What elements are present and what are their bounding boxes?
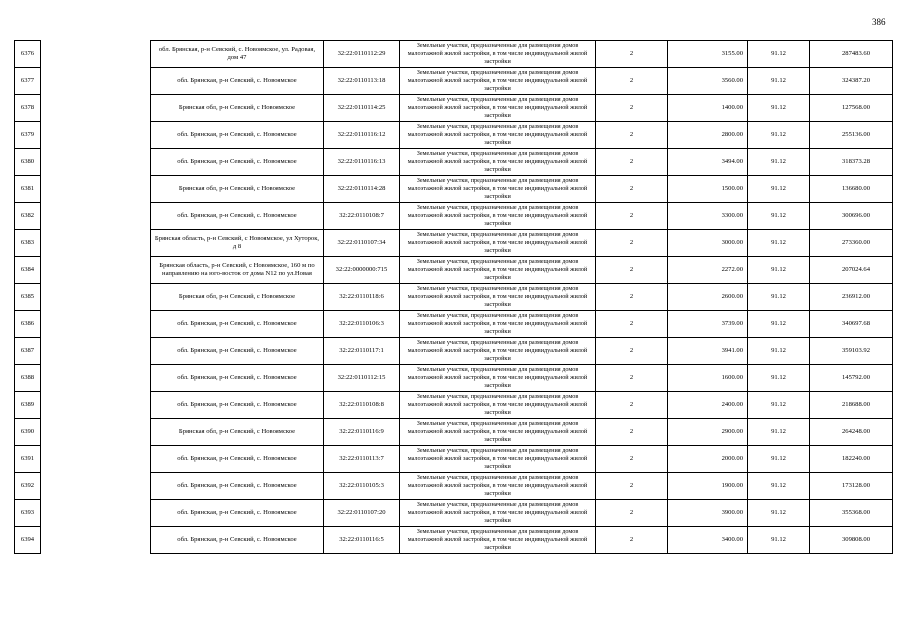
land-use-purpose-cell: Земельные участки, предназначенные для размещения домов малоэтажной жилой застройки, в том числе индивидуальной жилой застройки: [400, 176, 596, 203]
category-cell: 2: [596, 473, 668, 500]
category-cell: 2: [596, 122, 668, 149]
address-cell: Брянская обл, р-н Севский, с Новоямское: [151, 176, 324, 203]
address-cell: Брянская область, р-н Севский, с Новоямское, ул Хуторок, д 8: [151, 230, 324, 257]
specific-value-cell: 91.12: [748, 203, 810, 230]
specific-value-cell: 91.12: [748, 68, 810, 95]
area-cell: 2000.00: [668, 446, 748, 473]
cadastral-value-cell: 182240.00: [810, 446, 893, 473]
specific-value-cell: 91.12: [748, 473, 810, 500]
specific-value-cell: 91.12: [748, 149, 810, 176]
specific-value-cell: 91.12: [748, 527, 810, 554]
row-number-cell: 6380: [15, 149, 41, 176]
row-number-cell: 6385: [15, 284, 41, 311]
cadastral-value-cell: 309808.00: [810, 527, 893, 554]
area-cell: 1600.00: [668, 365, 748, 392]
cadastral-number-cell: 32:22:0110108:8: [324, 392, 400, 419]
specific-value-cell: 91.12: [748, 338, 810, 365]
page-number: 386: [872, 17, 886, 27]
land-use-purpose-cell: Земельные участки, предназначенные для размещения домов малоэтажной жилой застройки, в том числе индивидуальной жилой застройки: [400, 230, 596, 257]
table-row: [15, 230, 893, 257]
category-cell: 2: [596, 419, 668, 446]
cadastral-value-cell: 273360.00: [810, 230, 893, 257]
category-cell: 2: [596, 95, 668, 122]
cadastral-number-cell: 32:22:0110106:3: [324, 311, 400, 338]
table-row: [15, 284, 893, 311]
table-row: [15, 203, 893, 230]
cadastral-number-cell: 32:22:0110116:5: [324, 527, 400, 554]
land-use-purpose-cell: Земельные участки, предназначенные для размещения домов малоэтажной жилой застройки, в том числе индивидуальной жилой застройки: [400, 122, 596, 149]
area-cell: 3941.00: [668, 338, 748, 365]
category-cell: 2: [596, 149, 668, 176]
land-use-purpose-cell: Земельные участки, предназначенные для размещения домов малоэтажной жилой застройки, в том числе индивидуальной жилой застройки: [400, 527, 596, 554]
area-cell: 3155.00: [668, 41, 748, 68]
table-row: [15, 446, 893, 473]
cadastral-number-cell: 32:22:0110108:7: [324, 203, 400, 230]
category-cell: 2: [596, 446, 668, 473]
row-number-cell: 6377: [15, 68, 41, 95]
land-use-purpose-cell: Земельные участки, предназначенные для размещения домов малоэтажной жилой застройки, в том числе индивидуальной жилой застройки: [400, 392, 596, 419]
specific-value-cell: 91.12: [748, 419, 810, 446]
category-cell: 2: [596, 365, 668, 392]
table-row: [15, 419, 893, 446]
area-cell: 3300.00: [668, 203, 748, 230]
empty-column-cell: [41, 149, 151, 176]
cadastral-value-cell: 255136.00: [810, 122, 893, 149]
row-number-cell: 6381: [15, 176, 41, 203]
table-body: [15, 41, 893, 554]
specific-value-cell: 91.12: [748, 311, 810, 338]
address-cell: обл. Брянская, р-н Севский, с. Новоямское, ул. Радовая, дом 47: [151, 41, 324, 68]
row-number-cell: 6388: [15, 365, 41, 392]
specific-value-cell: 91.12: [748, 284, 810, 311]
category-cell: 2: [596, 338, 668, 365]
empty-column-cell: [41, 446, 151, 473]
specific-value-cell: 91.12: [748, 446, 810, 473]
table-row: [15, 122, 893, 149]
empty-column-cell: [41, 68, 151, 95]
empty-column-cell: [41, 338, 151, 365]
cadastral-number-cell: 32:22:0110112:15: [324, 365, 400, 392]
category-cell: 2: [596, 176, 668, 203]
empty-column-cell: [41, 284, 151, 311]
address-cell: обл. Брянская, р-н Севский, с. Новоямское: [151, 392, 324, 419]
area-cell: 3900.00: [668, 500, 748, 527]
table-row: [15, 365, 893, 392]
area-cell: 2800.00: [668, 122, 748, 149]
cadastral-number-cell: 32:22:0110113:18: [324, 68, 400, 95]
area-cell: 3000.00: [668, 230, 748, 257]
row-number-cell: 6392: [15, 473, 41, 500]
address-cell: обл. Брянская, р-н Севский, с. Новоямское: [151, 149, 324, 176]
row-number-cell: 6379: [15, 122, 41, 149]
cadastral-value-cell: 136680.00: [810, 176, 893, 203]
cadastral-number-cell: 32:22:0110105:3: [324, 473, 400, 500]
cadastral-value-cell: 218688.00: [810, 392, 893, 419]
row-number-cell: 6382: [15, 203, 41, 230]
specific-value-cell: 91.12: [748, 365, 810, 392]
row-number-cell: 6389: [15, 392, 41, 419]
address-cell: обл. Брянская, р-н Севский, с. Новоямское: [151, 68, 324, 95]
cadastral-value-cell: 359103.92: [810, 338, 893, 365]
cadastral-value-cell: 127568.00: [810, 95, 893, 122]
category-cell: 2: [596, 392, 668, 419]
cadastral-number-cell: 32:22:0110116:9: [324, 419, 400, 446]
empty-column-cell: [41, 473, 151, 500]
row-number-cell: 6393: [15, 500, 41, 527]
table-row: [15, 527, 893, 554]
cadastral-number-cell: 32:22:0110113:7: [324, 446, 400, 473]
land-use-purpose-cell: Земельные участки, предназначенные для размещения домов малоэтажной жилой застройки, в том числе индивидуальной жилой застройки: [400, 446, 596, 473]
cadastral-number-cell: 32:22:0110114:28: [324, 176, 400, 203]
land-use-purpose-cell: Земельные участки, предназначенные для размещения домов малоэтажной жилой застройки, в том числе индивидуальной жилой застройки: [400, 257, 596, 284]
table-row: [15, 41, 893, 68]
cadastral-value-cell: 340697.68: [810, 311, 893, 338]
cadastral-value-cell: 287483.60: [810, 41, 893, 68]
area-cell: 1400.00: [668, 95, 748, 122]
address-cell: обл. Брянская, р-н Севский, с. Новоямское: [151, 365, 324, 392]
table-row: [15, 68, 893, 95]
area-cell: 2272.00: [668, 257, 748, 284]
address-cell: обл. Брянская, р-н Севский, с. Новоямское: [151, 473, 324, 500]
empty-column-cell: [41, 527, 151, 554]
land-use-purpose-cell: Земельные участки, предназначенные для размещения домов малоэтажной жилой застройки, в том числе индивидуальной жилой застройки: [400, 284, 596, 311]
address-cell: обл. Брянская, р-н Севский, с. Новоямское: [151, 527, 324, 554]
land-use-purpose-cell: Земельные участки, предназначенные для размещения домов малоэтажной жилой застройки, в том числе индивидуальной жилой застройки: [400, 500, 596, 527]
cadastral-number-cell: 32:22:0110116:13: [324, 149, 400, 176]
empty-column-cell: [41, 41, 151, 68]
empty-column-cell: [41, 257, 151, 284]
empty-column-cell: [41, 95, 151, 122]
address-cell: обл. Брянская, р-н Севский, с. Новоямское: [151, 338, 324, 365]
category-cell: 2: [596, 527, 668, 554]
cadastral-number-cell: 32:22:0110112:29: [324, 41, 400, 68]
empty-column-cell: [41, 365, 151, 392]
land-use-purpose-cell: Земельные участки, предназначенные для размещения домов малоэтажной жилой застройки, в том числе индивидуальной жилой застройки: [400, 68, 596, 95]
cadastral-number-cell: 32:22:0110116:12: [324, 122, 400, 149]
area-cell: 3400.00: [668, 527, 748, 554]
table-row: [15, 338, 893, 365]
cadastral-number-cell: 32:22:0110107:20: [324, 500, 400, 527]
empty-column-cell: [41, 122, 151, 149]
row-number-cell: 6383: [15, 230, 41, 257]
cadastral-number-cell: 32:22:0110117:1: [324, 338, 400, 365]
table-row: [15, 95, 893, 122]
land-use-purpose-cell: Земельные участки, предназначенные для размещения домов малоэтажной жилой застройки, в том числе индивидуальной жилой застройки: [400, 149, 596, 176]
table-row: [15, 149, 893, 176]
cadastral-number-cell: 32:22:0000000:715: [324, 257, 400, 284]
specific-value-cell: 91.12: [748, 122, 810, 149]
specific-value-cell: 91.12: [748, 500, 810, 527]
row-number-cell: 6390: [15, 419, 41, 446]
empty-column-cell: [41, 176, 151, 203]
specific-value-cell: 91.12: [748, 41, 810, 68]
specific-value-cell: 91.12: [748, 257, 810, 284]
category-cell: 2: [596, 284, 668, 311]
cadastral-value-cell: 145792.00: [810, 365, 893, 392]
category-cell: 2: [596, 500, 668, 527]
cadastral-number-cell: 32:22:0110114:25: [324, 95, 400, 122]
table-row: [15, 176, 893, 203]
address-cell: обл. Брянская, р-н Севский, с. Новоямское: [151, 311, 324, 338]
address-cell: обл. Брянская, р-н Севский, с. Новоямское: [151, 122, 324, 149]
land-use-purpose-cell: Земельные участки, предназначенные для размещения домов малоэтажной жилой застройки, в том числе индивидуальной жилой застройки: [400, 365, 596, 392]
area-cell: 1900.00: [668, 473, 748, 500]
category-cell: 2: [596, 41, 668, 68]
cadastral-value-cell: 173128.00: [810, 473, 893, 500]
empty-column-cell: [41, 392, 151, 419]
address-cell: Брянская обл, р-н Севский, с Новоямское: [151, 419, 324, 446]
empty-column-cell: [41, 230, 151, 257]
cadastral-value-table: [14, 40, 893, 554]
category-cell: 2: [596, 203, 668, 230]
specific-value-cell: 91.12: [748, 392, 810, 419]
cadastral-value-cell: 264248.00: [810, 419, 893, 446]
land-use-purpose-cell: Земельные участки, предназначенные для размещения домов малоэтажной жилой застройки, в том числе индивидуальной жилой застройки: [400, 41, 596, 68]
land-use-purpose-cell: Земельные участки, предназначенные для размещения домов малоэтажной жилой застройки, в том числе индивидуальной жилой застройки: [400, 95, 596, 122]
area-cell: 3739.00: [668, 311, 748, 338]
table-row: [15, 257, 893, 284]
row-number-cell: 6378: [15, 95, 41, 122]
area-cell: 1500.00: [668, 176, 748, 203]
category-cell: 2: [596, 311, 668, 338]
row-number-cell: 6386: [15, 311, 41, 338]
land-use-purpose-cell: Земельные участки, предназначенные для размещения домов малоэтажной жилой застройки, в том числе индивидуальной жилой застройки: [400, 203, 596, 230]
table-row: [15, 500, 893, 527]
row-number-cell: 6391: [15, 446, 41, 473]
address-cell: Брянская область, р-н Севский, с Новоямское, 160 м по направлению на юго-восток от дома N12 по ул.Новая: [151, 257, 324, 284]
cadastral-number-cell: 32:22:0110118:6: [324, 284, 400, 311]
table-row: [15, 392, 893, 419]
empty-column-cell: [41, 203, 151, 230]
empty-column-cell: [41, 500, 151, 527]
address-cell: обл. Брянская, р-н Севский, с. Новоямское: [151, 500, 324, 527]
row-number-cell: 6387: [15, 338, 41, 365]
category-cell: 2: [596, 257, 668, 284]
cadastral-value-cell: 207024.64: [810, 257, 893, 284]
land-use-purpose-cell: Земельные участки, предназначенные для размещения домов малоэтажной жилой застройки, в том числе индивидуальной жилой застройки: [400, 311, 596, 338]
area-cell: 2400.00: [668, 392, 748, 419]
address-cell: Брянская обл, р-н Севский, с Новоямское: [151, 284, 324, 311]
area-cell: 3560.00: [668, 68, 748, 95]
table-row: [15, 311, 893, 338]
specific-value-cell: 91.12: [748, 176, 810, 203]
address-cell: обл. Брянская, р-н Севский, с. Новоямское: [151, 203, 324, 230]
cadastral-value-cell: 318373.28: [810, 149, 893, 176]
area-cell: 2600.00: [668, 284, 748, 311]
area-cell: 2900.00: [668, 419, 748, 446]
table-row: [15, 473, 893, 500]
category-cell: 2: [596, 68, 668, 95]
specific-value-cell: 91.12: [748, 230, 810, 257]
category-cell: 2: [596, 230, 668, 257]
cadastral-value-cell: 236912.00: [810, 284, 893, 311]
cadastral-value-cell: 324387.20: [810, 68, 893, 95]
empty-column-cell: [41, 311, 151, 338]
cadastral-number-cell: 32:22:0110107:34: [324, 230, 400, 257]
land-use-purpose-cell: Земельные участки, предназначенные для размещения домов малоэтажной жилой застройки, в том числе индивидуальной жилой застройки: [400, 338, 596, 365]
address-cell: Брянская обл, р-н Севский, с Новоямское: [151, 95, 324, 122]
row-number-cell: 6384: [15, 257, 41, 284]
land-use-purpose-cell: Земельные участки, предназначенные для размещения домов малоэтажной жилой застройки, в том числе индивидуальной жилой застройки: [400, 473, 596, 500]
cadastral-value-cell: 300696.00: [810, 203, 893, 230]
empty-column-cell: [41, 419, 151, 446]
row-number-cell: 6376: [15, 41, 41, 68]
land-use-purpose-cell: Земельные участки, предназначенные для размещения домов малоэтажной жилой застройки, в том числе индивидуальной жилой застройки: [400, 419, 596, 446]
area-cell: 3494.00: [668, 149, 748, 176]
cadastral-value-cell: 355368.00: [810, 500, 893, 527]
address-cell: обл. Брянская, р-н Севский, с. Новоямское: [151, 446, 324, 473]
specific-value-cell: 91.12: [748, 95, 810, 122]
row-number-cell: 6394: [15, 527, 41, 554]
